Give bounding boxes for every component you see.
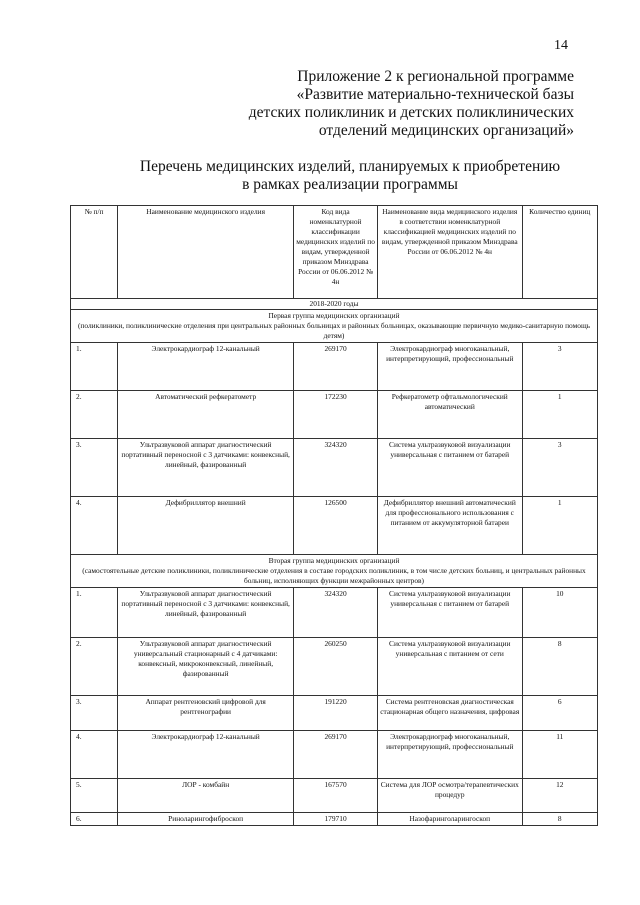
row-name: Электрокардиограф 12-канальный (118, 731, 294, 779)
row-number: 3. (71, 696, 118, 731)
row-number: 6. (71, 813, 118, 826)
row-name: Автоматический рефкератометр (118, 391, 294, 439)
row-name: Ультразвуковой аппарат диагностический портативный переносной с 3 датчиками: конвексный, линейный, фазированный (118, 439, 294, 497)
row-kind: Система для ЛОР осмотра/терапевтических процедур (377, 779, 522, 813)
row-quantity: 8 (522, 813, 597, 826)
row-name: ЛОР - комбайн (118, 779, 294, 813)
row-code: 191220 (294, 696, 378, 731)
table-row (71, 343, 598, 391)
row-name: Риноларингофиброскоп (118, 813, 294, 826)
row-kind: Рефкератометр офтальмологический автоматический (377, 391, 522, 439)
page-number: 14 (554, 38, 568, 53)
title-line: в рамках реализации программы (242, 176, 458, 193)
row-kind: Назофаринголарингоскоп (377, 813, 522, 826)
row-kind: Электрокардиограф многоканальный, интерпретирующий, профессиональный (377, 731, 522, 779)
equipment-table (70, 205, 598, 826)
row-quantity: 10 (522, 588, 597, 638)
row-number: 4. (71, 497, 118, 555)
group2-description: (самостоятельные детские поликлиники, поликлинические отделения в составе городских поликлиник, в том числе детских больниц, и центральных районных больниц, исполняющих функции межрайонных центров) (82, 566, 586, 585)
row-quantity: 1 (522, 391, 597, 439)
row-kind: Дефибриллятор внешний автоматический для профессионального использования с питанием от аккумуляторной батареи (377, 497, 522, 555)
row-code: 167570 (294, 779, 378, 813)
header-name: Наименование медицинского изделия (118, 206, 294, 299)
row-quantity: 1 (522, 497, 597, 555)
group-row (71, 555, 598, 588)
table-row (71, 439, 598, 497)
row-code: 172230 (294, 391, 378, 439)
table-row (71, 731, 598, 779)
row-kind: Электрокардиограф многоканальный, интерпретирующий, профессиональный (377, 343, 522, 391)
header-code: Код вида номенклатурной классификации медицинских изделий по видам, утвержденной приказом Минздрава России от 06.06.2012 № 4н (294, 206, 378, 299)
appendix-line: отделений медицинских организаций» (318, 122, 574, 139)
group1-heading (71, 310, 598, 343)
row-kind: Система ультразвуковой визуализации универсальная с питанием от сети (377, 638, 522, 696)
group-row (71, 310, 598, 343)
row-quantity: 3 (522, 439, 597, 497)
appendix-line: детских поликлиник и детских поликлинических (248, 104, 574, 121)
row-number: 5. (71, 779, 118, 813)
table-row (71, 779, 598, 813)
header-quantity: Количество единиц (522, 206, 597, 299)
row-code: 324320 (294, 439, 378, 497)
row-code: 126500 (294, 497, 378, 555)
row-kind: Система рентгеновская диагностическая стационарная общего назначения, цифровая (377, 696, 522, 731)
group1-title: Первая группа медицинских организаций (268, 311, 400, 320)
table-row (71, 696, 598, 731)
table-row (71, 588, 598, 638)
row-kind: Система ультразвуковой визуализации универсальная с питанием от батарей (377, 588, 522, 638)
row-quantity: 12 (522, 779, 597, 813)
appendix-line: Приложение 2 к региональной программе (297, 68, 574, 85)
title-line: Перечень медицинских изделий, планируемых к приобретению (139, 158, 561, 175)
group1-description: (поликлиники, поликлинические отделения при центральных районных больницах и районных больницах, оказывающие первичную медико-санитарную помощь детям) (77, 321, 591, 340)
row-number: 1. (71, 588, 118, 638)
row-number: 4. (71, 731, 118, 779)
row-number: 2. (71, 391, 118, 439)
row-number: 3. (71, 439, 118, 497)
row-quantity: 11 (522, 731, 597, 779)
table-row (71, 813, 598, 826)
document-title (110, 158, 590, 194)
row-quantity: 8 (522, 638, 597, 696)
row-code: 324320 (294, 588, 378, 638)
group2-title: Вторая группа медицинских организаций (268, 556, 400, 565)
table-row (71, 497, 598, 555)
row-name: Электрокардиограф 12-канальный (118, 343, 294, 391)
header-kind: Наименование вида медицинского изделия в соответствии номенклатурной классификацией медицинских изделий по видам, утвержденной приказом Минздрава России от 06.06.2012 № 4н (377, 206, 522, 299)
row-quantity: 3 (522, 343, 597, 391)
table-header-row (71, 206, 598, 299)
row-number: 1. (71, 343, 118, 391)
row-code: 269170 (294, 343, 378, 391)
row-name: Дефибриллятор внешний (118, 497, 294, 555)
row-name: Ультразвуковой аппарат диагностический универсальный стационарный с 4 датчиками: конвексный, микроконвексный, линейный, фазированный (118, 638, 294, 696)
group2-heading (71, 555, 598, 588)
years-label: 2018-2020 годы (71, 299, 598, 310)
row-quantity: 6 (522, 696, 597, 731)
header-number: № п/п (71, 206, 118, 299)
row-code: 269170 (294, 731, 378, 779)
appendix-line: «Развитие материально-технической базы (296, 86, 574, 103)
row-code: 179710 (294, 813, 378, 826)
table-row (71, 638, 598, 696)
row-name: Аппарат рентгеновский цифровой для рентгенографии (118, 696, 294, 731)
table-row (71, 391, 598, 439)
row-kind: Система ультразвуковой визуализации универсальная с питанием от батарей (377, 439, 522, 497)
years-row (71, 299, 598, 310)
row-name: Ультразвуковой аппарат диагностический портативный переносной с 3 датчиками: конвексный, линейный, фазированный (118, 588, 294, 638)
row-code: 260250 (294, 638, 378, 696)
appendix-heading (214, 68, 574, 140)
row-number: 2. (71, 638, 118, 696)
